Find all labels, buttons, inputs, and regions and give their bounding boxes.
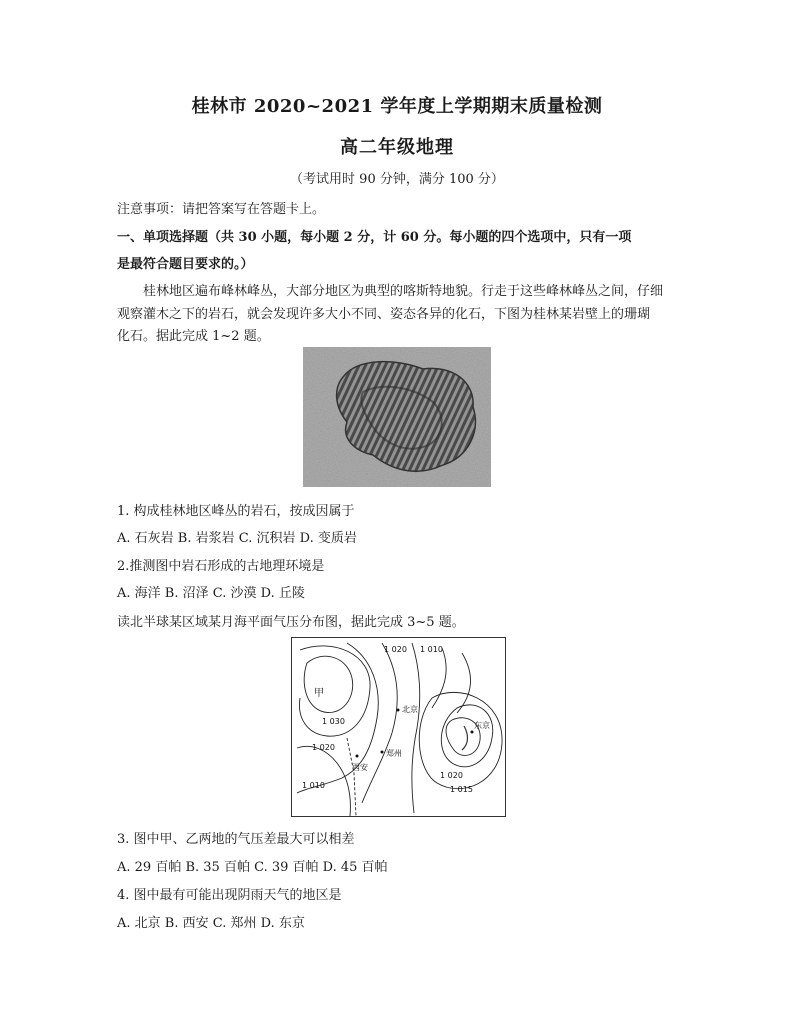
label-beijing: 北京 xyxy=(402,705,418,714)
passage1-line1: 桂林地区遍布峰林峰丛，大部分地区为典型的喀斯特地貌。行走于这些峰林峰丛之间，仔细 xyxy=(143,284,664,299)
q2-options: A. 海洋 B. 沼泽 C. 沙漠 D. 丘陵 xyxy=(117,586,305,601)
q1-stem: 1. 构成桂林地区峰丛的岩石，按成因属于 xyxy=(117,504,355,519)
q3-options: A. 29 百帕 B. 35 百帕 C. 39 百帕 D. 45 百帕 xyxy=(117,860,388,875)
notice: 注意事项：请把答案写在答题卡上。 xyxy=(117,202,326,217)
q3-stem: 3. 图中甲、乙两地的气压差最大可以相差 xyxy=(117,832,355,847)
label-1020-bottom: 1 020 xyxy=(440,771,463,780)
coral-fossil-image xyxy=(303,347,491,487)
section-heading-line1: 一、单项选择题（共 30 小题，每小题 2 分，计 60 分。每小题的四个选项中，只有一项 xyxy=(117,230,632,245)
exam-subtitle: 高二年级地理 xyxy=(340,137,454,158)
trough-line xyxy=(347,738,356,816)
section-heading-line2: 是最符合题目要求的。） xyxy=(117,257,254,272)
label-jia: 甲 xyxy=(314,688,324,699)
exam-title: 桂林市 2020~2021 学年度上学期期末质量检测 xyxy=(191,96,603,117)
xian-dot xyxy=(356,755,359,758)
beijing-dot xyxy=(397,709,400,712)
label-1020-top: 1 020 xyxy=(384,645,407,654)
label-xian: 西安 xyxy=(352,763,368,772)
label-1010-left: 1 010 xyxy=(302,781,325,790)
label-1010-top: 1 010 xyxy=(420,645,443,654)
q1-options: A. 石灰岩 B. 岩浆岩 C. 沉积岩 D. 变质岩 xyxy=(117,531,357,546)
q2-stem: 2.推测图中岩石形成的古地理环境是 xyxy=(117,559,325,574)
q4-stem: 4. 图中最有可能出现阴雨天气的地区是 xyxy=(117,888,342,903)
japan-coast xyxy=(462,726,468,750)
passage1-line2: 观察灌木之下的岩石，就会发现许多大小不同、姿态各异的化石，下图为桂林某岩壁上的珊瑚 xyxy=(117,307,651,322)
passage2: 读北半球某区域某月海平面气压分布图，据此完成 3~5 题。 xyxy=(117,615,465,630)
label-dongjing: 东京 xyxy=(474,721,490,730)
exam-info: （考试用时 90 分钟，满分 100 分） xyxy=(290,172,504,187)
label-zhengzhou: 郑州 xyxy=(386,749,402,758)
dongjing-dot xyxy=(471,731,474,734)
pressure-map xyxy=(291,637,506,817)
coral-fossil-photo xyxy=(303,347,491,487)
passage1-line3: 化石。据此完成 1~2 题。 xyxy=(117,329,270,344)
isobar-map xyxy=(292,638,505,816)
zhengzhou-dot xyxy=(381,751,384,754)
label-1020-left: 1 020 xyxy=(312,743,335,752)
q4-options: A. 北京 B. 西安 C. 郑州 D. 东京 xyxy=(117,916,305,931)
label-1015: 1 015 xyxy=(450,785,473,794)
label-1030: 1 030 xyxy=(322,717,345,726)
